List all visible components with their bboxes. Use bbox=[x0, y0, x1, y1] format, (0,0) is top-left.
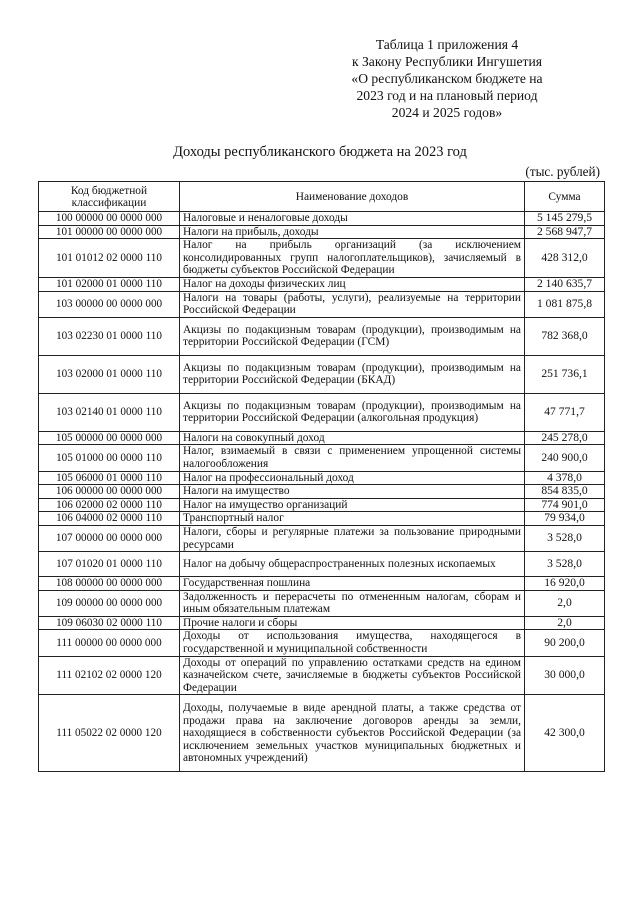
sum-cell: 42 300,0 bbox=[525, 695, 605, 772]
column-header-name: Наименование доходов bbox=[180, 182, 525, 212]
code-cell: 109 00000 00 0000 000 bbox=[39, 590, 180, 616]
table-row bbox=[39, 431, 605, 445]
table-row bbox=[39, 277, 605, 291]
sum-cell: 47 771,7 bbox=[525, 393, 605, 431]
name-cell: Налоги на имущество bbox=[180, 485, 525, 499]
code-cell: 105 01000 00 0000 110 bbox=[39, 445, 180, 471]
header-line: 2024 и 2025 годов» bbox=[391, 105, 503, 120]
name-cell: Транспортный налог bbox=[180, 512, 525, 526]
name-cell: Акцизы по подакцизным товарам (продукции), производимым на территории Российской Федерации (ГСМ) bbox=[180, 317, 525, 355]
table-row bbox=[39, 630, 605, 656]
name-cell: Налог на добычу общераспространенных полезных ископаемых bbox=[180, 552, 525, 577]
code-cell: 106 04000 02 0000 110 bbox=[39, 512, 180, 526]
code-cell: 111 05022 02 0000 120 bbox=[39, 695, 180, 772]
name-cell: Налоги на совокупный доход bbox=[180, 431, 525, 445]
table-row bbox=[39, 485, 605, 499]
sum-cell: 3 528,0 bbox=[525, 552, 605, 577]
table-row bbox=[39, 445, 605, 471]
code-cell: 107 01020 01 0000 110 bbox=[39, 552, 180, 577]
table-row bbox=[39, 577, 605, 591]
code-cell: 103 02230 01 0000 110 bbox=[39, 317, 180, 355]
table-row bbox=[39, 552, 605, 577]
name-cell: Акцизы по подакцизным товарам (продукции), производимым на территории Российской Федерации (БКАД) bbox=[180, 355, 525, 393]
sum-cell: 774 901,0 bbox=[525, 498, 605, 512]
table-row bbox=[39, 498, 605, 512]
code-cell: 103 02000 01 0000 110 bbox=[39, 355, 180, 393]
table-row bbox=[39, 393, 605, 431]
column-header-sum: Сумма bbox=[525, 182, 605, 212]
code-cell: 111 00000 00 0000 000 bbox=[39, 630, 180, 656]
table-row bbox=[39, 317, 605, 355]
name-cell: Налоговые и неналоговые доходы bbox=[180, 212, 525, 226]
units-label: (тыс. рублей) bbox=[525, 164, 600, 179]
code-cell: 103 00000 00 0000 000 bbox=[39, 291, 180, 317]
sum-cell: 79 934,0 bbox=[525, 512, 605, 526]
table-row bbox=[39, 525, 605, 551]
header-line: «О республиканском бюджете на bbox=[351, 71, 543, 86]
table-row bbox=[39, 239, 605, 278]
header-line: к Закону Республики Ингушетия bbox=[351, 54, 543, 69]
name-cell: Налог на профессиональный доход bbox=[180, 471, 525, 485]
code-cell: 105 06000 01 0000 110 bbox=[39, 471, 180, 485]
name-cell: Доходы от операций по управлению остатками средств на едином казначейском счете, зачисляемые в бюджеты субъектов Российской Федерации bbox=[180, 656, 525, 695]
name-cell: Налоги на товары (работы, услуги), реализуемые на территории Российской Федерации bbox=[180, 291, 525, 317]
table-row bbox=[39, 212, 605, 226]
table-row bbox=[39, 590, 605, 616]
code-cell: 109 06030 02 0000 110 bbox=[39, 616, 180, 630]
table-row bbox=[39, 291, 605, 317]
name-cell: Задолженность и перерасчеты по отмененным налогам, сборам и иным обязательным платежам bbox=[180, 590, 525, 616]
sum-cell: 2,0 bbox=[525, 590, 605, 616]
table-row bbox=[39, 225, 605, 239]
code-cell: 106 00000 00 0000 000 bbox=[39, 485, 180, 499]
sum-cell: 245 278,0 bbox=[525, 431, 605, 445]
name-cell: Налоги на прибыль, доходы bbox=[180, 225, 525, 239]
table-row bbox=[39, 616, 605, 630]
name-cell: Налог на имущество организаций bbox=[180, 498, 525, 512]
code-cell: 101 01012 02 0000 110 bbox=[39, 239, 180, 278]
code-cell: 107 00000 00 0000 000 bbox=[39, 525, 180, 551]
header-line: Таблица 1 приложения 4 bbox=[375, 37, 519, 52]
sum-cell: 251 736,1 bbox=[525, 355, 605, 393]
sum-cell: 3 528,0 bbox=[525, 525, 605, 551]
sum-cell: 30 000,0 bbox=[525, 656, 605, 695]
name-cell: Доходы, получаемые в виде арендной платы, а также средства от продажи права на заключение договоров аренды за земли, находящиеся в собственности субъектов Российской Федерации (за исключением земельных участков муниципальных бюджетных и автономных учреждений) bbox=[180, 695, 525, 772]
table-row bbox=[39, 656, 605, 695]
sum-cell: 2 140 635,7 bbox=[525, 277, 605, 291]
code-cell: 111 02102 02 0000 120 bbox=[39, 656, 180, 695]
code-cell: 101 02000 01 0000 110 bbox=[39, 277, 180, 291]
table-header-row bbox=[39, 182, 605, 212]
sum-cell: 16 920,0 bbox=[525, 577, 605, 591]
sum-cell: 854 835,0 bbox=[525, 485, 605, 499]
table-row bbox=[39, 471, 605, 485]
sum-cell: 240 900,0 bbox=[525, 445, 605, 471]
name-cell: Акцизы по подакцизным товарам (продукции), производимым на территории Российской Федерации (алкогольная продукция) bbox=[180, 393, 525, 431]
sum-cell: 2 568 947,7 bbox=[525, 225, 605, 239]
revenue-table bbox=[38, 181, 605, 772]
sum-cell: 782 368,0 bbox=[525, 317, 605, 355]
sum-cell: 428 312,0 bbox=[525, 239, 605, 278]
code-cell: 100 00000 00 0000 000 bbox=[39, 212, 180, 226]
document-header bbox=[322, 36, 572, 121]
name-cell: Доходы от использования имущества, находящегося в государственной и муниципальной собственности bbox=[180, 630, 525, 656]
code-cell: 105 00000 00 0000 000 bbox=[39, 431, 180, 445]
table-row bbox=[39, 355, 605, 393]
sum-cell: 90 200,0 bbox=[525, 630, 605, 656]
name-cell: Прочие налоги и сборы bbox=[180, 616, 525, 630]
code-cell: 108 00000 00 0000 000 bbox=[39, 577, 180, 591]
name-cell: Государственная пошлина bbox=[180, 577, 525, 591]
sum-cell: 5 145 279,5 bbox=[525, 212, 605, 226]
table-body bbox=[39, 212, 605, 772]
code-cell: 106 02000 02 0000 110 bbox=[39, 498, 180, 512]
table-row bbox=[39, 512, 605, 526]
sum-cell: 2,0 bbox=[525, 616, 605, 630]
code-cell: 101 00000 00 0000 000 bbox=[39, 225, 180, 239]
header-line: 2023 год и на плановый период bbox=[356, 88, 538, 103]
name-cell: Налоги, сборы и регулярные платежи за пользование природными ресурсами bbox=[180, 525, 525, 551]
name-cell: Налог на доходы физических лиц bbox=[180, 277, 525, 291]
table-row bbox=[39, 695, 605, 772]
sum-cell: 1 081 875,8 bbox=[525, 291, 605, 317]
sum-cell: 4 378,0 bbox=[525, 471, 605, 485]
column-header-code: Код бюджетной классификации bbox=[39, 182, 180, 212]
code-cell: 103 02140 01 0000 110 bbox=[39, 393, 180, 431]
name-cell: Налог на прибыль организаций (за исключением консолидированных групп налогоплательщиков), зачисляемый в бюджеты субъектов Российской Федерации bbox=[180, 239, 525, 278]
document-title: Доходы республиканского бюджета на 2023 год bbox=[173, 144, 467, 160]
name-cell: Налог, взимаемый в связи с применением упрощенной системы налогообложения bbox=[180, 445, 525, 471]
